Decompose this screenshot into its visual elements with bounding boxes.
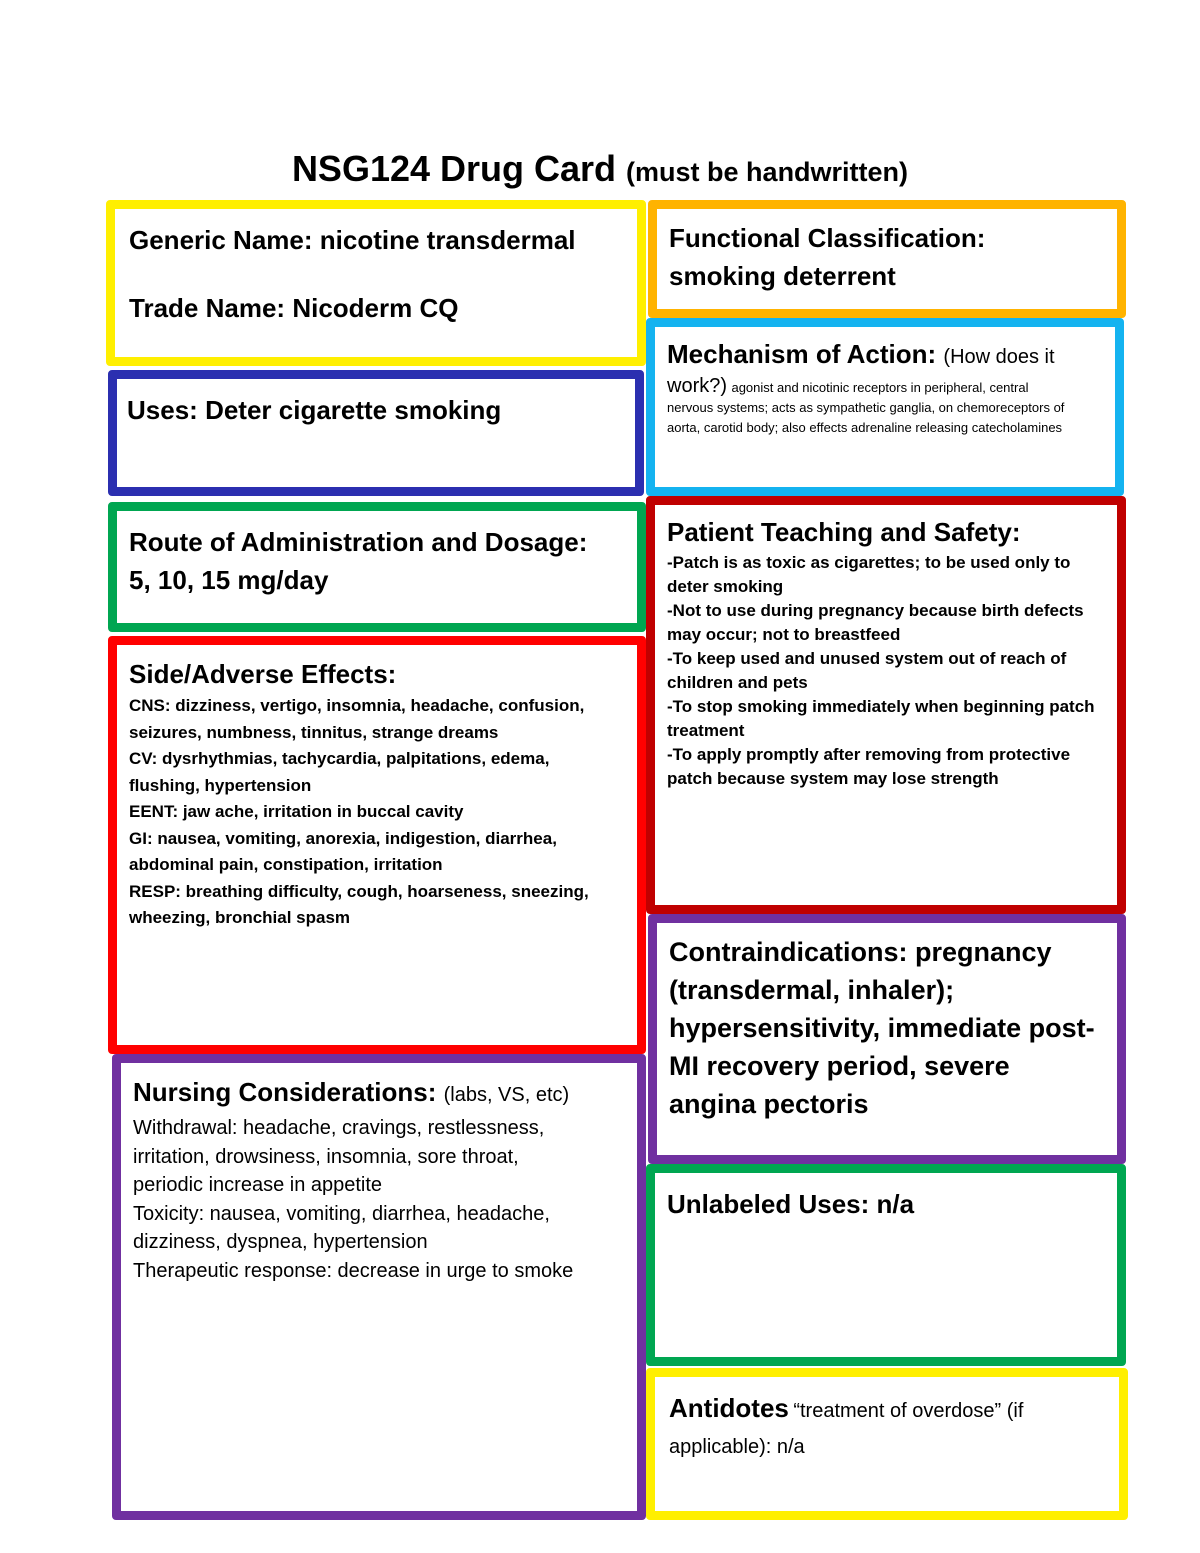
route-box: [108, 502, 646, 632]
side-effects-label: Side/Adverse Effects:: [129, 659, 397, 689]
functional-class-value: smoking deterrent: [669, 261, 896, 291]
side-effect-line: abdominal pain, constipation, irritation: [129, 855, 443, 874]
side-effect-line: CV: dysrhythmias, tachycardia, palpitations, edema,: [129, 749, 550, 768]
teaching-line: -To stop smoking immediately when beginning patch: [667, 697, 1095, 716]
mechanism-text: work?) agonist and nicotinic receptors in peripheral, central nervous systems; acts as sympathetic ganglia, on chemoreceptors of aorta, carotid body; also effects adrenaline releasing catecholamines: [667, 375, 1065, 435]
patient-teaching-box: [646, 496, 1126, 914]
functional-class-label: Functional Classification:: [669, 223, 986, 253]
side-effects-list: [129, 693, 625, 932]
nursing-line: irritation, drowsiness, insomnia, sore throat,: [133, 1145, 519, 1168]
teaching-line: children and pets: [667, 673, 808, 692]
teaching-line: patch because system may lose strength: [667, 769, 999, 788]
generic-name: Generic Name: nicotine transdermal: [129, 225, 576, 255]
side-effects-box: [108, 636, 646, 1054]
uses: Uses: Deter cigarette smoking: [127, 395, 502, 425]
uses-box: [108, 370, 644, 496]
teaching-line: deter smoking: [667, 577, 784, 596]
nursing-line: dizziness, dyspnea, hypertension: [133, 1231, 428, 1253]
teaching-line: -Not to use during pregnancy because birth defects: [667, 601, 1084, 620]
side-effect-line: GI: nausea, vomiting, anorexia, indigestion, diarrhea,: [129, 828, 557, 848]
teaching-line: -To apply promptly after removing from protective: [667, 745, 1071, 764]
nursing-list: [133, 1114, 625, 1285]
teaching-line: -To keep used and unused system out of reach of: [667, 649, 1067, 668]
teaching-line: may occur; not to breastfeed: [667, 625, 901, 644]
unlabeled-uses-box: [646, 1164, 1126, 1366]
nursing-line: Therapeutic response: decrease in urge to smoke: [133, 1259, 574, 1282]
generic-trade-box: [106, 200, 646, 366]
unlabeled-uses: Unlabeled Uses: n/a: [667, 1189, 915, 1219]
antidotes-box: [646, 1368, 1128, 1520]
teaching-line: treatment: [667, 721, 745, 740]
contraindications-text: Contraindications: pregnancy (transdermal, inhaler); hypersensitivity, immediate post- MI recovery period, severe angina pectoris: [669, 937, 1095, 1119]
antidotes-text: Antidotes “treatment of overdose” (if applicable): n/a: [669, 1393, 1024, 1458]
route-label: Route of Administration and Dosage:: [129, 527, 588, 557]
nursing-label: Nursing Considerations: (labs, VS, etc): [133, 1077, 570, 1107]
side-effect-line: wheezing, bronchial spasm: [129, 908, 351, 927]
patient-teaching-list: [667, 551, 1105, 791]
nursing-line: periodic increase in appetite: [133, 1174, 383, 1196]
side-effect-line: seizures, numbness, tinnitus, strange dreams: [129, 722, 499, 742]
side-effect-line: RESP: breathing difficulty, cough, hoarseness, sneezing,: [129, 881, 589, 901]
teaching-line: -Patch is as toxic as cigarettes; to be used only to: [667, 553, 1071, 572]
side-effect-line: flushing, hypertension: [129, 775, 312, 795]
nursing-line: Toxicity: nausea, vomiting, diarrhea, headache,: [133, 1202, 550, 1225]
mechanism-label: Mechanism of Action: (How does it: [667, 339, 1055, 369]
functional-class-box: [648, 200, 1126, 318]
nursing-line: Withdrawal: headache, cravings, restlessness,: [133, 1117, 545, 1139]
side-effect-line: EENT: jaw ache, irritation in buccal cavity: [129, 802, 464, 821]
contraindications-box: [648, 914, 1126, 1164]
trade-name: Trade Name: Nicoderm CQ: [129, 293, 459, 323]
route-value: 5, 10, 15 mg/day: [129, 565, 329, 595]
side-effect-line: CNS: dizziness, vertigo, insomnia, headache, confusion,: [129, 696, 585, 715]
patient-teaching-label: Patient Teaching and Safety:: [667, 517, 1021, 547]
title-main: NSG124 Drug Card: [291, 148, 617, 189]
title-note: (must be handwritten): [626, 157, 909, 187]
nursing-box: [112, 1054, 646, 1520]
mechanism-box: [646, 318, 1124, 496]
page-title: [0, 148, 1200, 190]
